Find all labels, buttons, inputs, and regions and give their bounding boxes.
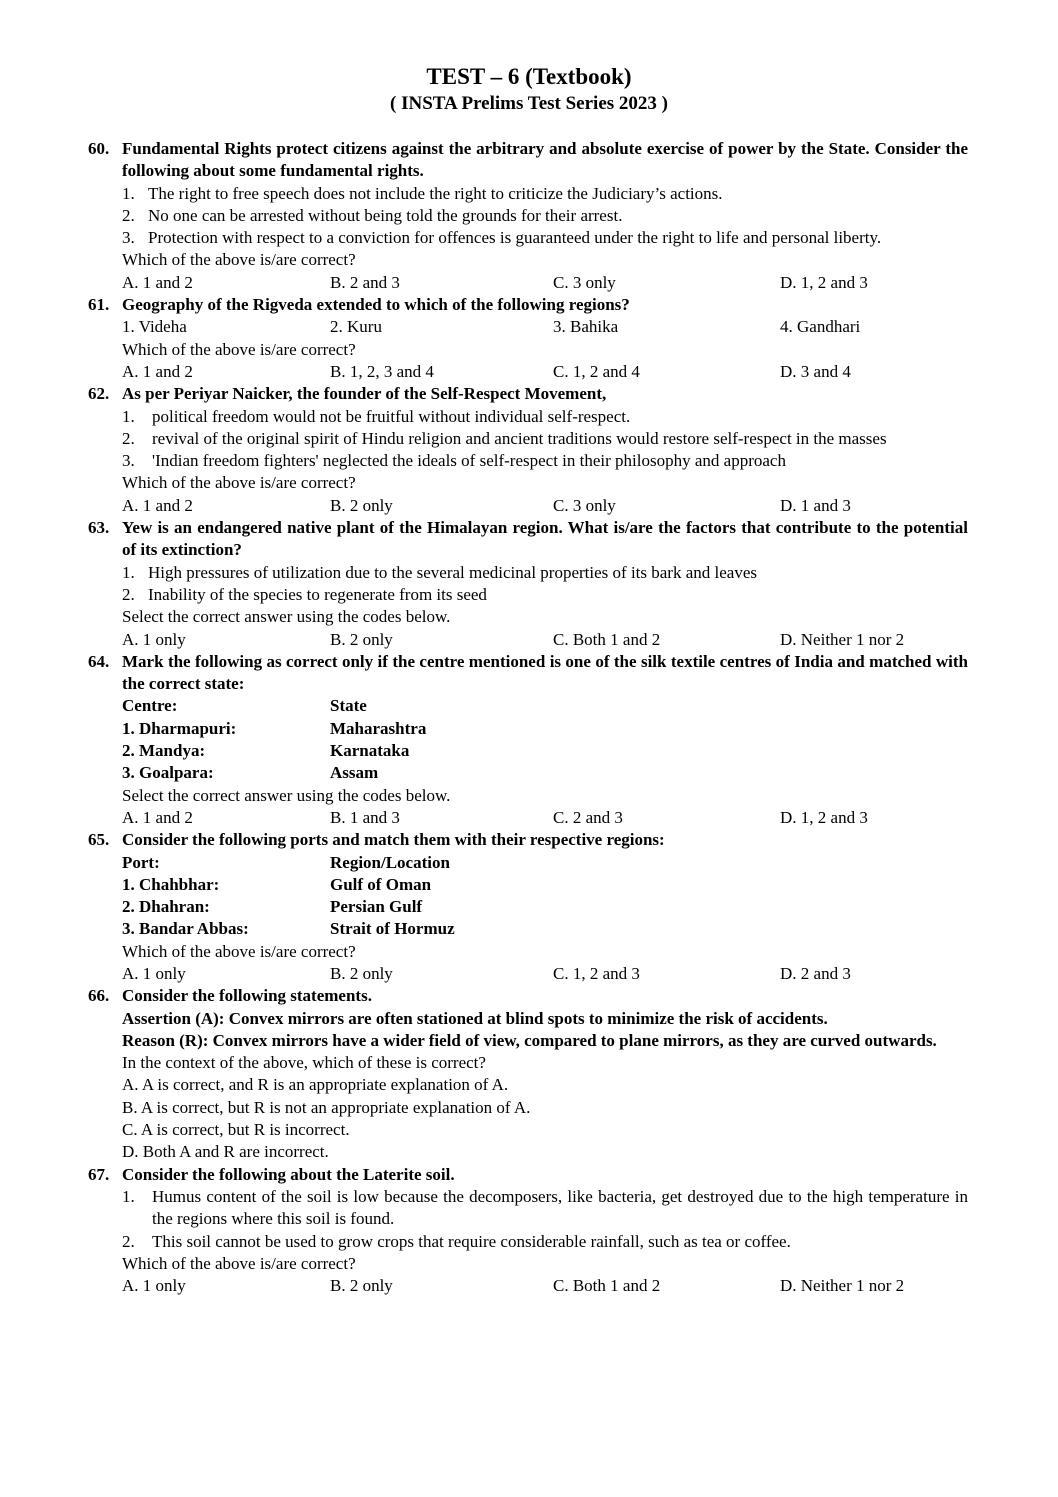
inline-item-cell: 3. Bahika xyxy=(553,317,619,337)
item-marker: 2. xyxy=(122,428,135,448)
option-cell: A. 1 and 2 xyxy=(122,361,193,381)
page-title: TEST – 6 (Textbook) xyxy=(426,64,632,89)
lead-text: Which of the above is/are correct? xyxy=(122,941,356,961)
item-marker: 1. xyxy=(122,183,135,203)
match-definition: Karnataka xyxy=(330,741,410,761)
item-text: This soil cannot be used to grow crops that require considerable rainfall, such as tea or coffee. xyxy=(152,1231,791,1251)
lead-text: Which of the above is/are correct? xyxy=(122,250,356,270)
question-item xyxy=(122,562,968,584)
question-stem: Consider the following ports and match them with their respective regions: xyxy=(122,830,665,850)
item-text: 'Indian freedom fighters' neglected the ideals of self-respect in their philosophy and approach xyxy=(152,451,786,471)
item-marker: 2. xyxy=(122,205,135,225)
question-number: 67. xyxy=(88,1164,110,1184)
question-number: 63. xyxy=(88,518,110,538)
match-term: 2. Mandya: xyxy=(122,741,206,761)
question-stem: Consider the following statements. xyxy=(122,986,372,1006)
question xyxy=(88,294,968,383)
item-text: political freedom would not be fruitful without individual self-respect. xyxy=(152,406,631,426)
match-definition: Maharashtra xyxy=(330,718,427,738)
question-number: 66. xyxy=(88,986,110,1006)
options-row xyxy=(122,807,968,829)
question-number: 61. xyxy=(88,295,110,315)
statement-line: Assertion (A): Convex mirrors are often stationed at blind spots to minimize the risk of accidents. xyxy=(122,1008,828,1028)
question xyxy=(88,651,968,829)
option-cell: B. 2 only xyxy=(330,1276,393,1296)
question-stem: Yew is an endangered native plant of the Himalayan region. What is/are the factors that contribute to the potential of its extinction? xyxy=(122,518,968,560)
option-cell: D. Neither 1 nor 2 xyxy=(780,1276,905,1296)
option-cell: A. 1 and 2 xyxy=(122,272,193,292)
match-term: 2. Dhahran: xyxy=(122,897,210,917)
item-text: Humus content of the soil is low because the decomposers, like bacteria, get destroyed due to the high temperature in the regions where this soil is found. xyxy=(152,1186,968,1229)
item-marker: 3. xyxy=(122,451,135,471)
match-term: Centre: xyxy=(122,696,178,716)
question-stem: Geography of the Rigveda extended to which of the following regions? xyxy=(122,295,630,315)
question-stem: Fundamental Rights protect citizens against the arbitrary and absolute exercise of power by the State. Consider the following about some fundamental rights. xyxy=(122,139,968,181)
questions xyxy=(88,138,968,1297)
question xyxy=(88,517,968,651)
question-number: 64. xyxy=(88,651,110,671)
option-cell: D. 1 and 3 xyxy=(780,495,851,515)
question xyxy=(88,985,968,1163)
option-cell: D. 1, 2 and 3 xyxy=(780,807,868,827)
match-row xyxy=(122,896,968,918)
option-line: C. A is correct, but R is incorrect. xyxy=(122,1120,350,1140)
item-marker: 3. xyxy=(122,228,135,248)
question-item xyxy=(122,428,968,450)
option-line: B. A is correct, but R is not an appropriate explanation of A. xyxy=(122,1097,531,1117)
question xyxy=(88,383,968,517)
option-cell: A. 1 and 2 xyxy=(122,495,193,515)
option-cell: D. Neither 1 nor 2 xyxy=(780,629,905,649)
match-term: 3. Goalpara: xyxy=(122,763,214,783)
option-cell: D. 3 and 4 xyxy=(780,361,851,381)
question xyxy=(88,138,968,294)
item-text: The right to free speech does not include the right to criticize the Judiciary’s actions. xyxy=(148,183,723,203)
option-cell: A. 1 only xyxy=(122,629,186,649)
item-marker: 2. xyxy=(122,584,135,604)
option-cell: A. 1 only xyxy=(122,1276,186,1296)
option-cell: C. 2 and 3 xyxy=(553,807,623,827)
inline-item-cell: 1. Videha xyxy=(122,317,187,337)
item-text: Inability of the species to regenerate from its seed xyxy=(148,584,487,604)
match-term: Port: xyxy=(122,852,160,872)
match-row xyxy=(122,740,968,762)
match-row xyxy=(122,874,968,896)
options-row xyxy=(122,272,968,294)
question xyxy=(88,829,968,985)
inline-item-cell: 2. Kuru xyxy=(330,317,382,337)
option-cell: C. 1, 2 and 3 xyxy=(553,963,640,983)
inline-item-cell: 4. Gandhari xyxy=(780,317,861,337)
question-stem: Consider the following about the Laterite soil. xyxy=(122,1164,455,1184)
match-term: 1. Dharmapuri: xyxy=(122,718,237,738)
option-cell: D. 1, 2 and 3 xyxy=(780,272,868,292)
match-term: 1. Chahbhar: xyxy=(122,874,220,894)
option-cell: C. Both 1 and 2 xyxy=(553,1276,661,1296)
item-text: revival of the original spirit of Hindu religion and ancient traditions would restore self-respect in the masses xyxy=(152,428,887,448)
option-cell: C. 1, 2 and 4 xyxy=(553,361,640,381)
question xyxy=(88,1164,968,1298)
options-row xyxy=(122,361,968,383)
options-row xyxy=(122,495,968,517)
item-text: High pressures of utilization due to the several medicinal properties of its bark and leaves xyxy=(148,562,757,582)
item-marker: 2. xyxy=(122,1231,135,1251)
option-cell: B. 2 only xyxy=(330,963,393,983)
options-row xyxy=(122,1275,968,1297)
match-row xyxy=(122,695,968,717)
question-item xyxy=(122,205,968,227)
option-cell: B. 1, 2, 3 and 4 xyxy=(330,361,434,381)
option-cell: C. 3 only xyxy=(553,495,616,515)
match-definition: Persian Gulf xyxy=(330,897,423,917)
question-item xyxy=(122,227,968,249)
option-cell: C. 3 only xyxy=(553,272,616,292)
match-row xyxy=(122,918,968,940)
question-number: 65. xyxy=(88,830,110,850)
lead-text: Select the correct answer using the codes below. xyxy=(122,607,451,627)
match-definition: Strait of Hormuz xyxy=(330,919,455,939)
question-number: 62. xyxy=(88,384,110,404)
match-definition: Assam xyxy=(330,763,379,783)
option-line: A. A is correct, and R is an appropriate explanation of A. xyxy=(122,1075,509,1095)
match-row xyxy=(122,718,968,740)
question-number: 60. xyxy=(88,139,110,158)
match-definition: Region/Location xyxy=(330,852,450,872)
question-item xyxy=(122,584,968,606)
lead-text: Select the correct answer using the codes below. xyxy=(122,785,451,805)
item-text: Protection with respect to a conviction for offences is guaranteed under the right to life and personal liberty. xyxy=(148,228,882,248)
option-cell: A. 1 and 2 xyxy=(122,807,193,827)
option-cell: B. 2 only xyxy=(330,629,393,649)
option-cell: C. Both 1 and 2 xyxy=(553,629,661,649)
option-cell: D. 2 and 3 xyxy=(780,963,851,983)
question-item xyxy=(122,450,968,472)
inline-items-row xyxy=(122,316,968,338)
item-text: No one can be arrested without being told the grounds for their arrest. xyxy=(148,205,623,225)
options-row xyxy=(122,629,968,651)
option-cell: A. 1 only xyxy=(122,963,186,983)
question-stem: As per Periyar Naicker, the founder of the Self-Respect Movement, xyxy=(122,384,607,404)
question-item xyxy=(122,406,968,428)
match-definition: State xyxy=(330,696,367,716)
match-term: 3. Bandar Abbas: xyxy=(122,919,249,939)
item-marker: 1. xyxy=(122,406,135,426)
lead-text: Which of the above is/are correct? xyxy=(122,473,356,493)
question-item xyxy=(122,1186,968,1231)
page-subtitle: ( INSTA Prelims Test Series 2023 ) xyxy=(390,93,668,114)
match-row xyxy=(122,762,968,784)
lead-text: In the context of the above, which of these is correct? xyxy=(122,1053,486,1073)
lead-text: Which of the above is/are correct? xyxy=(122,1253,356,1273)
question-stem: Mark the following as correct only if the centre mentioned is one of the silk textile centres of India and matched with the correct state: xyxy=(122,651,968,694)
option-cell: B. 1 and 3 xyxy=(330,807,400,827)
match-definition: Gulf of Oman xyxy=(330,874,432,894)
match-row xyxy=(122,852,968,874)
statement-line: Reason (R): Convex mirrors have a wider field of view, compared to plane mirrors, as they are curved outwards. xyxy=(122,1030,937,1050)
option-line: D. Both A and R are incorrect. xyxy=(122,1142,329,1162)
question-item xyxy=(122,183,968,205)
option-cell: B. 2 and 3 xyxy=(330,272,400,292)
options-row xyxy=(122,963,968,985)
lead-text: Which of the above is/are correct? xyxy=(122,339,356,359)
item-marker: 1. xyxy=(122,1186,135,1206)
item-marker: 1. xyxy=(122,562,135,582)
option-cell: B. 2 only xyxy=(330,495,393,515)
question-item xyxy=(122,1231,968,1253)
title-block xyxy=(0,63,1058,116)
